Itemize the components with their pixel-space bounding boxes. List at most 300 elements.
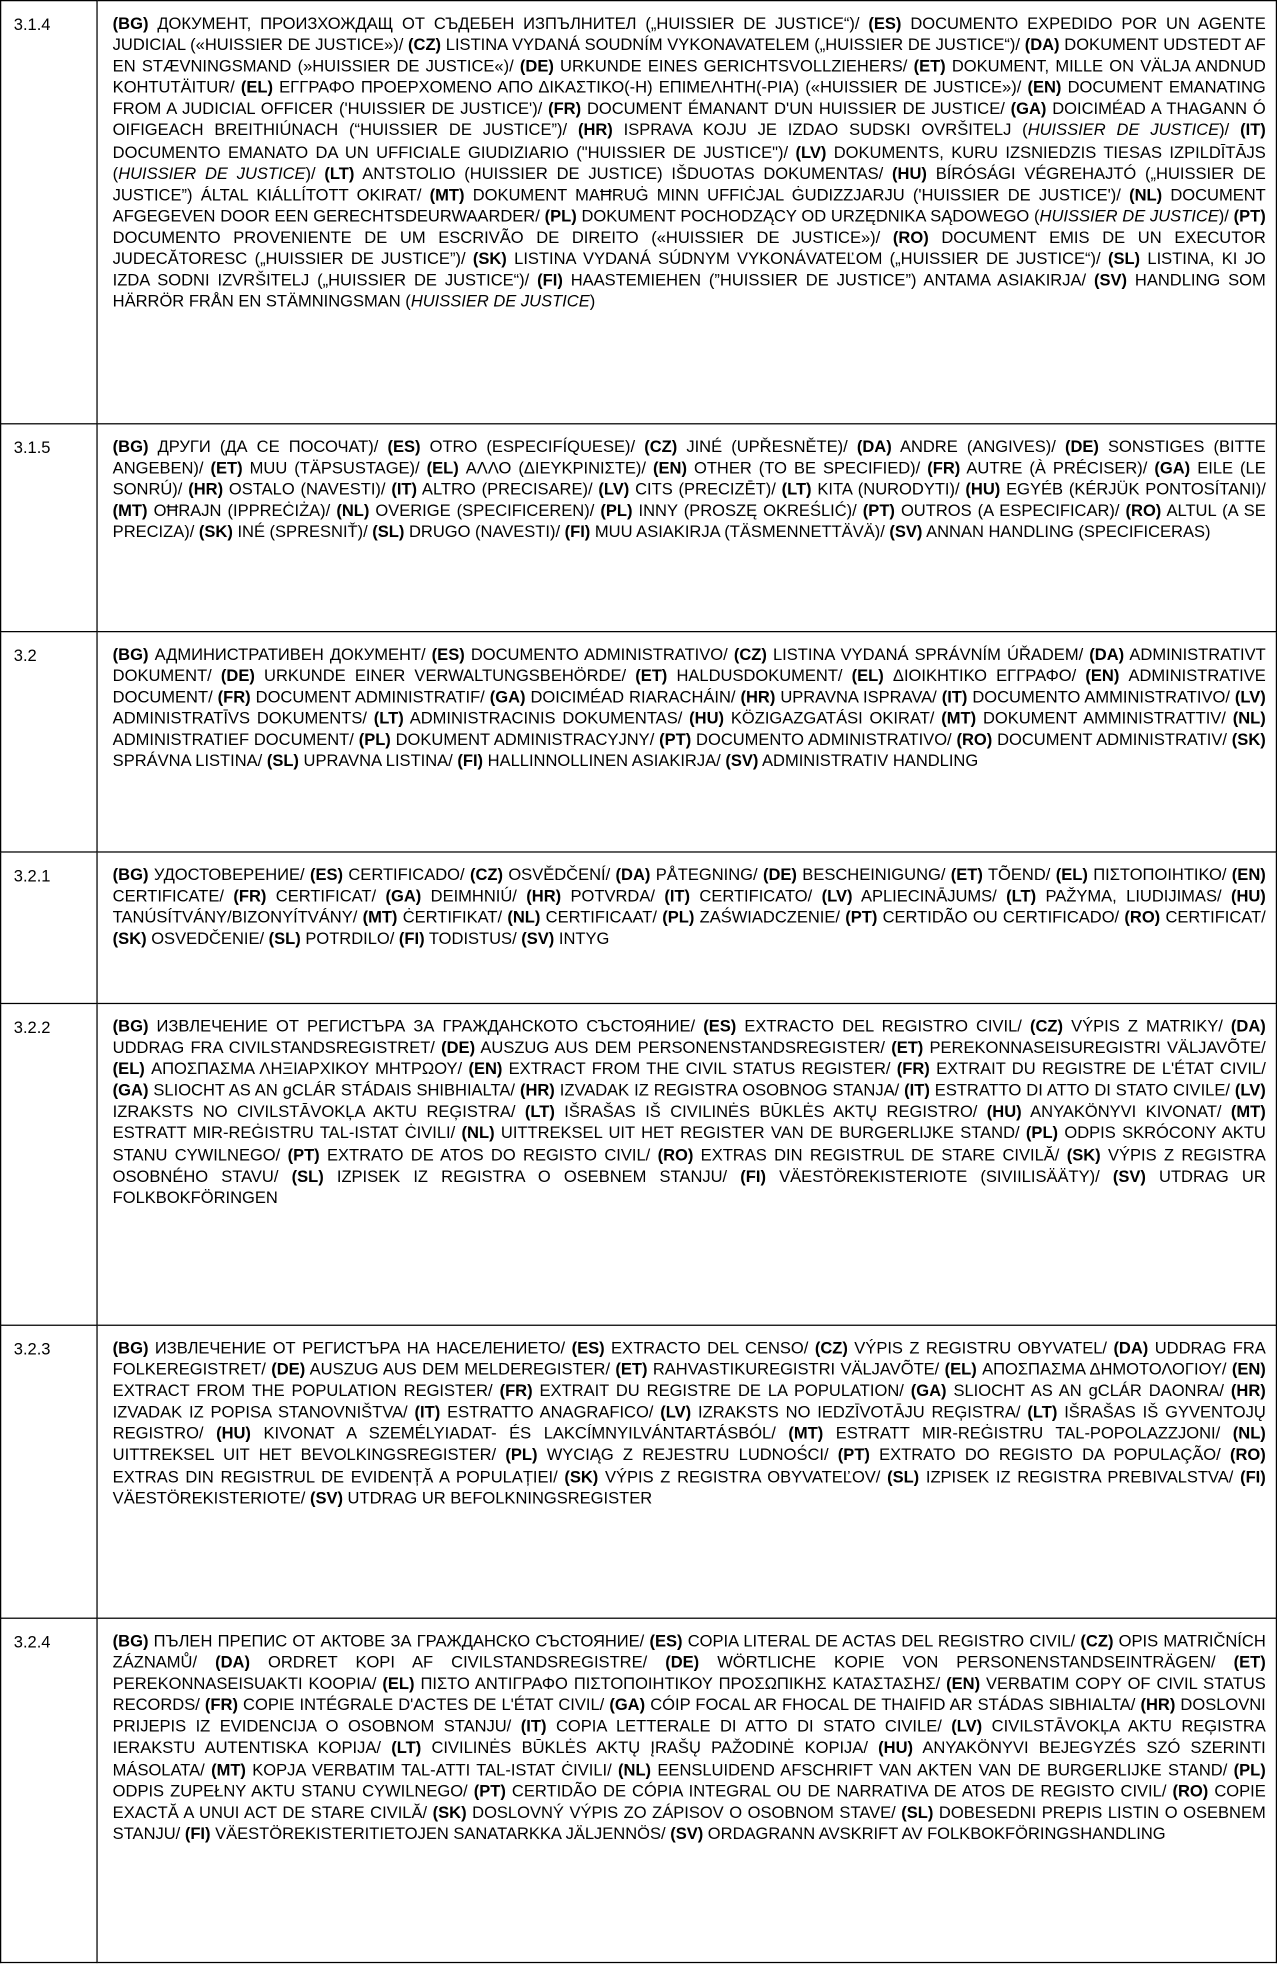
language-entry <box>942 688 1235 707</box>
translation-text: VÝPIS Z MATRIKY/ <box>1063 1016 1231 1036</box>
language-code: (SL) <box>1107 249 1141 268</box>
language-code: (IT) <box>520 1716 547 1736</box>
language-code: (PT) <box>1233 206 1266 226</box>
language-code: (SL) <box>887 1466 920 1486</box>
language-code: (LV) <box>598 479 630 499</box>
table-row <box>1 1 1277 424</box>
language-code: (IT) <box>664 886 691 906</box>
language-code: (ET) <box>1233 1652 1266 1672</box>
language-entry <box>521 1717 952 1736</box>
language-code: (SK) <box>1231 730 1266 750</box>
translation-text: IZVADAK IZ REGISTRA OSOBNOG STANJA/ <box>554 1080 905 1100</box>
language-code: (CZ) <box>644 436 678 456</box>
translation-text: ANTSTOLIO (HUISSIER DE JUSTICE) IŠDUOTAS DOKUMENTAS/ <box>354 163 893 183</box>
translation-text: URKUNDE EINER VERWALTUNGSBEHÖRDE/ <box>254 666 636 685</box>
language-code: (NL) <box>1232 708 1266 728</box>
translation-text: EXTRACT FROM THE POPULATION REGISTER/ <box>112 1381 500 1400</box>
translation-text: DOCUMENTO ADMINISTRATIVO/ <box>691 730 957 750</box>
language-code: (LV) <box>1234 687 1266 707</box>
language-code: (NL) <box>336 501 370 520</box>
language-code: (ET) <box>635 666 668 685</box>
table-row <box>1 1618 1277 1962</box>
language-entry <box>537 271 1094 290</box>
language-code: (PT) <box>837 1445 870 1465</box>
language-code: (EN) <box>1231 1359 1266 1379</box>
language-entry <box>635 666 851 685</box>
translation-text: POTVRDA/ <box>561 886 665 906</box>
language-code: (BG) <box>112 1016 149 1036</box>
language-code: (DE) <box>1064 436 1099 456</box>
language-code: (LV) <box>1234 1080 1266 1100</box>
language-entry <box>470 865 616 884</box>
translation-text: DOKUMENT UDSTEDT AF EN STÆVNINGSMAND (»HUISSIER DE JUSTICE«)/ <box>112 35 1266 76</box>
language-entry <box>815 1338 1114 1357</box>
italic-term: HUISSIER DE JUSTICE <box>1039 206 1219 226</box>
translation-text: ESTRATTO DI ATTO DI STATO CIVILE/ <box>929 1080 1235 1100</box>
language-entry <box>659 730 956 749</box>
language-entry <box>852 666 1086 685</box>
language-entry <box>545 206 1234 225</box>
language-code: (DA) <box>215 1652 250 1672</box>
language-code: (LT) <box>1027 1402 1058 1422</box>
translation-text: IZRAKSTS NO CIVILSTĀVOKĻA AKTU REĢISTRA/ <box>112 1102 525 1122</box>
translation-text: CERTIFICAT/ <box>1160 907 1266 927</box>
translation-text: CERTIFICATO/ <box>690 886 822 906</box>
language-entry <box>927 458 1154 477</box>
language-code: (FI) <box>537 270 563 290</box>
section-number: 3.1.4 <box>1 1 97 424</box>
language-code: (SK) <box>112 929 147 949</box>
language-code: (BG) <box>112 13 149 33</box>
language-code: (FR) <box>548 99 582 119</box>
language-entry <box>891 1038 1266 1057</box>
language-entry <box>113 14 869 33</box>
language-code: (EL) <box>382 1674 415 1693</box>
section-number: 3.2.3 <box>1 1325 97 1618</box>
language-code: (FR) <box>499 1381 533 1400</box>
language-entry <box>526 887 664 906</box>
language-code: (HU) <box>965 479 1001 499</box>
italic-term: HUISSIER DE JUSTICE <box>118 163 306 183</box>
language-code: (FR) <box>896 1059 930 1079</box>
translation-text: SPRÁVNA LISTINA/ <box>112 751 267 771</box>
language-code: (PL) <box>544 206 577 226</box>
translation-text: EXTRAS DIN REGISTRUL DE EVIDENȚĂ A POPULAȚIEI/ <box>112 1466 565 1486</box>
language-code: (FI) <box>398 929 425 949</box>
language-entry <box>391 1738 878 1757</box>
language-entry <box>956 730 1231 749</box>
language-code: (PL) <box>505 1445 538 1465</box>
language-entry <box>822 887 1007 906</box>
language-code: (EN) <box>946 1674 981 1693</box>
language-code: (BG) <box>112 1631 149 1651</box>
language-code: (EN) <box>1027 77 1062 97</box>
language-entry <box>703 1017 1030 1036</box>
translation-text: BESCHEINIGUNG/ <box>796 865 951 884</box>
translation-text: DOCUMENTO PROVENIENTE DE UM ESCRIVÃO DE DIREITO («HUISSIER DE JUSTICE»)/ <box>112 227 893 247</box>
language-entry <box>897 1059 1266 1078</box>
translation-text: EXTRACTO DEL CENSO/ <box>604 1338 815 1358</box>
translation-text: DOCUMENTO ADMINISTRATIVO/ <box>464 644 734 664</box>
language-entry <box>199 523 372 542</box>
language-entry <box>185 1824 670 1843</box>
translation-text: CITS (PRECIZĒT)/ <box>629 479 782 499</box>
translation-text: CERTIFICADO/ <box>343 865 470 884</box>
language-code: (SK) <box>564 1466 599 1486</box>
translation-text: DOICIMÉAD RIARACHÁIN/ <box>525 687 741 707</box>
language-entry <box>1006 887 1231 906</box>
language-entry <box>521 929 609 948</box>
translation-text: UPRAVNA LISTINA/ <box>298 751 458 771</box>
language-entry <box>1124 908 1265 927</box>
language-code: (SV) <box>309 1488 343 1507</box>
translation-text: DOCUMENT EMIS DE UN EXECUTOR JUDECĂTORESC („HUISSIER DE JUSTICE”)/ <box>112 227 1266 268</box>
language-code: (HR) <box>519 1080 555 1100</box>
language-entry <box>525 1102 987 1121</box>
language-code: (FI) <box>740 1166 766 1186</box>
translation-text: ΔΙΟΙΚΗΤΙΚΟ ΕΓΓΡΑΦΟ/ <box>883 666 1086 685</box>
language-code: (ES) <box>649 1631 683 1651</box>
translation-text: УДОСТОВЕРЕНИЕ/ <box>148 865 310 884</box>
language-entry <box>615 1360 944 1379</box>
translation-text: OPIS MATRIČNÍCH ZÁZNAMŮ/ <box>112 1631 1266 1672</box>
section-number: 3.2 <box>1 632 97 852</box>
language-code: (HR) <box>740 687 776 707</box>
language-code: (SL) <box>291 1166 324 1186</box>
language-code: (EN) <box>1085 666 1120 685</box>
translation-text: ИЗВЛЕЧЕНИЕ ОТ РЕГИСТЪРА НА НАСЕЛЕНИЕТО/ <box>148 1338 572 1358</box>
translation-text: DOBESEDNI PREPIS LISTIN O OSEBNEM STANJU/ <box>112 1802 1266 1843</box>
language-entry <box>734 645 1089 664</box>
translation-text: DOCUMENT ÉMANANT D'UN HUISSIER DE JUSTICE/ <box>581 99 1011 119</box>
language-entry <box>336 501 600 520</box>
translation-text: OSTALO (NAVESTI)/ <box>223 479 392 499</box>
italic-term: HUISSIER DE JUSTICE <box>410 291 590 311</box>
language-entry <box>660 1403 1027 1422</box>
language-entry <box>233 887 385 906</box>
language-code: (DA) <box>1024 35 1060 54</box>
language-entry <box>598 480 781 499</box>
language-code: (GA) <box>385 886 422 906</box>
translation-text: ZAŚWIADCZENIE/ <box>694 907 846 927</box>
translation-text: ESTRATT MIR-REĠISTRU TAL-ISTAT ĊIVILI/ <box>112 1123 462 1143</box>
language-code: (HU) <box>689 708 725 728</box>
translation-text: OĦRAJN (IPPREĊIŻA)/ <box>147 501 337 520</box>
language-entry <box>911 1381 1231 1400</box>
language-entry <box>113 645 432 664</box>
language-entry <box>649 1631 1080 1650</box>
language-code: (MT) <box>362 907 398 927</box>
translation-text: PEREKONNASEISUREGISTRI VÄLJAVÕTE/ <box>923 1038 1266 1057</box>
translation-text: LISTINA VYDANÁ SÚDNYM VYKONÁVATEĽOM („HUISSIER DE JUSTICE“)/ <box>506 249 1108 268</box>
language-code: (EL) <box>426 458 459 478</box>
translation-text: INNY (PROSZĘ OKREŚLIĆ)/ <box>632 501 863 520</box>
language-entry <box>904 1081 1235 1100</box>
translation-text: EXTRAIT DU REGISTRE DE LA POPULATION/ <box>532 1381 911 1400</box>
language-code: (GA) <box>910 1381 947 1400</box>
language-code: (LT) <box>781 479 812 499</box>
language-entry <box>788 1424 1232 1443</box>
translation-text: ALTRO (PRECISARE)/ <box>417 479 599 499</box>
language-entry <box>113 929 269 948</box>
language-code: (HR) <box>577 120 613 140</box>
language-entry <box>507 908 662 927</box>
language-code: (MT) <box>211 1759 246 1779</box>
translation-text: COPIA LITERAL DE ACTAS DEL REGISTRO CIVIL/ <box>682 1631 1081 1651</box>
language-code: (NL) <box>1129 184 1163 204</box>
translation-text: OSVEDČENIE/ <box>146 929 269 949</box>
translation-text: JINÉ (UPŘESNĚTE)/ <box>677 436 857 456</box>
translation-text: VÝPIS Z REGISTRU OBYVATEL/ <box>847 1338 1114 1358</box>
language-entry <box>500 1381 911 1400</box>
translation-text: VÝPIS Z REGISTRA OBYVATEĽOV/ <box>598 1466 888 1486</box>
translation-text: ODPIS ZUPEŁNY AKTU STANU CYWILNEGO/ <box>112 1781 474 1800</box>
translation-text: ДОКУМЕНТ, ПРОИЗХОЖДАЩ ОТ СЪДЕБЕН ИЗПЪЛНИТЕЛ („HUISSIER DE JUSTICE“)/ <box>148 13 869 33</box>
translation-text: DOCUMENT EMANATING FROM A JUDICIAL OFFICER ('HUISSIER DE JUSTICE')/ <box>112 77 1266 119</box>
language-code: (SV) <box>670 1823 704 1843</box>
language-code: (FI) <box>184 1823 211 1843</box>
language-entry <box>941 709 1233 728</box>
translation-text: DOKUMENT, MILLE ON VÄLJA ANDNUD KOHTUTÄITUR/ <box>112 56 1266 97</box>
language-code: (MT) <box>788 1423 824 1443</box>
translation-text: ПЪЛЕН ПРЕПИС ОТ АКТОВЕ ЗА ГРАЖДАНСКО СЪСТОЯНИЕ/ <box>148 1631 650 1651</box>
language-code: (EL) <box>240 77 273 97</box>
translation-text: UTDRAG UR FOLKBOKFÖRINGEN <box>112 1166 1266 1207</box>
language-entry <box>600 501 862 520</box>
language-code: (PL) <box>600 501 633 520</box>
translation-text: OSVĚDČENÍ/ <box>502 865 616 884</box>
language-entry <box>215 1653 665 1672</box>
language-entry <box>520 57 914 76</box>
translation-text: KITA (NURODYTI)/ <box>811 479 966 499</box>
language-entry <box>372 523 564 542</box>
language-entry <box>113 1017 704 1036</box>
language-entry <box>857 437 1065 456</box>
table-row <box>1 1003 1277 1325</box>
language-entry <box>211 458 427 477</box>
translation-text: ODPIS SKRÓCONY AKTU STANU CYWILNEGO/ <box>112 1123 1266 1164</box>
translation-text: HALLINNOLLINEN ASIAKIRJA/ <box>483 751 726 771</box>
language-entry <box>845 908 1124 927</box>
language-entry <box>267 752 458 771</box>
language-entry <box>490 688 741 707</box>
language-code: (ES) <box>387 436 421 456</box>
translation-text: ORDRET KOPI AF CIVILSTANDSREGISTRE/ <box>249 1652 666 1672</box>
language-code: (GA) <box>112 1080 149 1100</box>
translation-text: DOKUMENT ADMINISTRACYJNY/ <box>390 730 660 750</box>
translation-text: IZVADAK IZ POPISA STANOVNIŠTVA/ <box>112 1402 415 1422</box>
language-entry <box>740 688 941 707</box>
language-entry <box>432 645 734 664</box>
translation-text: PEREKONNASEISUAKTI KOOPIA/ <box>112 1674 383 1693</box>
language-code: (RO) <box>657 1145 694 1164</box>
language-code: (LT) <box>524 1102 555 1122</box>
translation-text: KÖZIGAZGATÁSI OKIRAT/ <box>724 708 942 728</box>
translation-text: IZPISEK IZ REGISTRA PREBIVALSTVA/ <box>919 1466 1241 1486</box>
translation-text: OUTROS (A ESPECIFICAR)/ <box>894 501 1126 520</box>
language-code: (EL) <box>851 666 884 685</box>
translation-text: OTHER (TO BE SPECIFIED)/ <box>686 458 928 478</box>
multilingual-description <box>97 1325 1276 1618</box>
translation-text: TODISTUS/ <box>424 929 522 949</box>
language-code: (HU) <box>1230 886 1266 906</box>
translation-text: COPIE INTÉGRALE D'ACTES DE L'ÉTAT CIVIL/ <box>237 1695 610 1715</box>
language-code: (SL) <box>372 522 405 542</box>
translation-text: DOCUMENT AFGEGEVEN DOOR EEN GERECHTSDEURWAARDER/ <box>112 184 1266 226</box>
translation-text: ĊERTIFIKAT/ <box>397 907 508 927</box>
language-code: (FR) <box>927 458 961 478</box>
language-entry <box>382 1674 946 1693</box>
language-code: (DA) <box>1089 644 1125 664</box>
multilingual-description <box>97 1003 1276 1325</box>
language-code: (CZ) <box>469 865 503 884</box>
translation-text: LISTINA, KI JO IZDA SODNI IZVRŠITELJ („HUISSIER DE JUSTICE“)/ <box>112 249 1266 290</box>
language-entry <box>391 480 598 499</box>
language-entry <box>951 865 1056 884</box>
language-entry <box>462 1124 1026 1143</box>
language-code: (HR) <box>526 886 562 906</box>
translation-text: COPIA LETTERALE DI ATTO DI STATO CIVILE/ <box>546 1716 952 1736</box>
language-code: (MT) <box>112 501 148 520</box>
language-code: (RO) <box>956 730 993 750</box>
language-code: (RO) <box>1229 1445 1266 1465</box>
translation-text: CERTIDÃO DE CÓPIA INTEGRAL OU DE NARRATIVA DE ATOS DE REGISTO CIVIL/ <box>505 1781 1173 1800</box>
multilingual-description <box>97 632 1276 852</box>
language-entry <box>415 1403 661 1422</box>
translation-text: DOCUMENTO EMANATO DA UN UFFICIALE GIUDIZIARIO ("HUISSIER DE JUSTICE")/ <box>112 142 796 161</box>
translation-text: DOICIMÉAD A THAGANN Ó OIFIGEACH BREITHIÚNACH (“HUISSIER DE JUSTICE”)/ <box>112 99 1266 140</box>
language-code: (SK) <box>432 1802 467 1822</box>
table-row <box>1 1325 1277 1618</box>
language-entry <box>363 908 508 927</box>
translation-text: WÖRTLICHE KOPIE VON PERSONENSTANDSEINTRÄGEN/ <box>699 1652 1234 1672</box>
language-code: (EL) <box>112 1059 145 1079</box>
language-entry <box>609 1696 1140 1715</box>
language-entry <box>564 1467 887 1486</box>
language-code: (MT) <box>429 184 465 204</box>
language-entry <box>113 1338 572 1357</box>
language-code: (IT) <box>941 687 968 707</box>
language-code: (FI) <box>1240 1466 1266 1486</box>
language-entry <box>653 458 927 477</box>
language-code: (EN) <box>468 1059 503 1079</box>
language-code: (NL) <box>507 907 541 927</box>
language-code: (PL) <box>1025 1123 1059 1143</box>
language-entry <box>725 752 978 771</box>
language-code: (LV) <box>795 142 827 161</box>
translation-text: IŠRAŠAS IŠ CIVILINĖS BŪKLĖS AKTŲ REGISTRO/ <box>554 1102 987 1122</box>
language-code: (ES) <box>431 644 465 664</box>
language-code: (NL) <box>461 1123 495 1143</box>
language-code: (ES) <box>868 13 902 33</box>
translation-text: UTDRAG UR BEFOLKNINGSREGISTER <box>342 1488 653 1507</box>
translation-text: IZRAKSTS NO IEDZĪVOTĀJU REĢISTRA/ <box>691 1402 1028 1422</box>
translation-text: OVERIGE (SPECIFICEREN)/ <box>369 501 601 520</box>
language-code: (ES) <box>571 1338 605 1358</box>
language-entry <box>782 480 966 499</box>
translation-text: ADMINISTRATIEF DOCUMENT/ <box>112 730 359 750</box>
translation-text: ADMINISTRATĪVS DOKUMENTS/ <box>112 708 374 728</box>
language-entry <box>505 1445 837 1464</box>
table-row <box>1 632 1277 852</box>
translation-text: AUSZUG AUS DEM MELDEREGISTER/ <box>305 1359 616 1379</box>
translation-text: KOPJA VERBATIM TAL-ATTI TAL-ISTAT ĊIVILI/ <box>245 1759 619 1779</box>
translation-text: ESTRATTO ANAGRAFICO/ <box>440 1402 661 1422</box>
table-row <box>1 424 1277 632</box>
language-entry <box>670 1824 1165 1843</box>
multilingual-description <box>97 424 1276 632</box>
language-entry <box>292 1166 741 1185</box>
translation-text: ANYAKÖNYVI KIVONAT/ <box>1021 1102 1231 1122</box>
language-entry <box>473 249 1108 268</box>
translation-text: VÄESTÖREKISTERITIETOJEN SANATARKKA JÄLJENNÖS/ <box>210 1823 671 1843</box>
language-entry <box>578 121 1240 140</box>
translation-text: UITTREKSEL UIT HET BEVOLKINGSREGISTER/ <box>112 1445 506 1465</box>
language-code: (PL) <box>662 907 695 927</box>
translation-text: EXTRAIT DU REGISTRE DE L'ÉTAT CIVIL/ <box>929 1059 1266 1079</box>
language-entry <box>763 865 951 884</box>
language-entry <box>1056 865 1232 884</box>
translation-text: ΠΙΣΤΟ ΑΝΤΙΓΡΑΦΟ ΠΙΣΤΟΠΟΙΗΤΙΚΟΥ ΠΡΟΣΩΠΙΚΗΣ ΚΑΤΑΣΤΑΣΗΣ/ <box>414 1674 947 1693</box>
section-number: 3.1.5 <box>1 424 97 632</box>
multilingual-description <box>97 1618 1276 1962</box>
translation-text: ANNAN HANDLING (SPECIFICERAS) <box>922 522 1211 542</box>
translation-text: ΕΓΓΡΑΦΟ ΠΡΟΕΡΧΟΜΕΝΟ ΑΠΟ ΔΙΚΑΣΤΙΚΟ(-Η) ΕΠΙΜΕΛΗΤΗ(-ΡΙΑ) («HUISSIER DE JUSTICE»)/ <box>272 77 1028 97</box>
translation-text: ADMINISTRATIVT DOKUMENT/ <box>112 644 1266 685</box>
language-entry <box>616 865 763 884</box>
translation-text: ORDAGRANN AVSKRIFT AV FOLKBOKFÖRINGSHANDLING <box>703 1823 1166 1843</box>
language-code: (EL) <box>1055 865 1088 884</box>
language-code: (MT) <box>1230 1102 1266 1122</box>
language-code: (HR) <box>1230 1381 1266 1400</box>
language-entry <box>288 1145 658 1164</box>
translation-text: COPIE EXACTĂ A UNUI ACT DE STARE CIVILĂ/ <box>112 1781 1266 1822</box>
language-code: (SV) <box>889 522 923 542</box>
translation-text: UDDRAG FRA CIVILSTANDSREGISTRET/ <box>112 1038 442 1057</box>
language-code: (DE) <box>271 1359 306 1379</box>
language-code: (SK) <box>198 522 233 542</box>
translation-text: AUSZUG AUS DEM PERSONENSTANDSREGISTER/ <box>475 1038 892 1057</box>
translation-text: LISTINA VYDANÁ SOUDNÍM VYKONAVATELEM („HUISSIER DE JUSTICE“)/ <box>441 35 1025 54</box>
translation-text: ISPRAVA KOJU JE IZDAO SUDSKI OVRŠITELJ ( <box>612 120 1028 140</box>
language-code: (MT) <box>941 708 977 728</box>
translation-text: OTRO (ESPECIFÍQUESE)/ <box>420 436 645 456</box>
translation-text: VÄESTÖREKISTERIOTE/ <box>112 1488 310 1507</box>
section-number: 3.2.4 <box>1 1618 97 1962</box>
language-code: (GA) <box>609 1695 646 1715</box>
language-code: (CZ) <box>814 1338 848 1358</box>
translation-text: DOCUMENT ADMINISTRATIV/ <box>992 730 1232 750</box>
language-entry <box>113 865 310 884</box>
language-code: (DE) <box>220 666 255 685</box>
language-code: (FR) <box>217 687 251 707</box>
language-code: (FR) <box>204 1695 238 1715</box>
language-code: (SL) <box>268 929 301 949</box>
translation-text: UDDRAG FRA FOLKEREGISTRET/ <box>112 1338 1266 1379</box>
language-code: (CZ) <box>1030 1016 1064 1036</box>
language-code: (CZ) <box>733 644 767 664</box>
translation-text: EXTRAS DIN REGISTRUL DE STARE CIVILĂ/ <box>693 1145 1067 1164</box>
section-number: 3.2.1 <box>1 852 97 1003</box>
language-code: (HU) <box>216 1423 251 1443</box>
language-code: (ET) <box>950 865 983 884</box>
language-code: (RO) <box>1125 501 1162 520</box>
language-entry <box>408 35 1025 54</box>
language-entry <box>987 1102 1231 1121</box>
translation-text: APLIECINĀJUMS/ <box>852 886 1007 906</box>
language-entry <box>644 437 857 456</box>
language-code: (GA) <box>1010 99 1047 119</box>
